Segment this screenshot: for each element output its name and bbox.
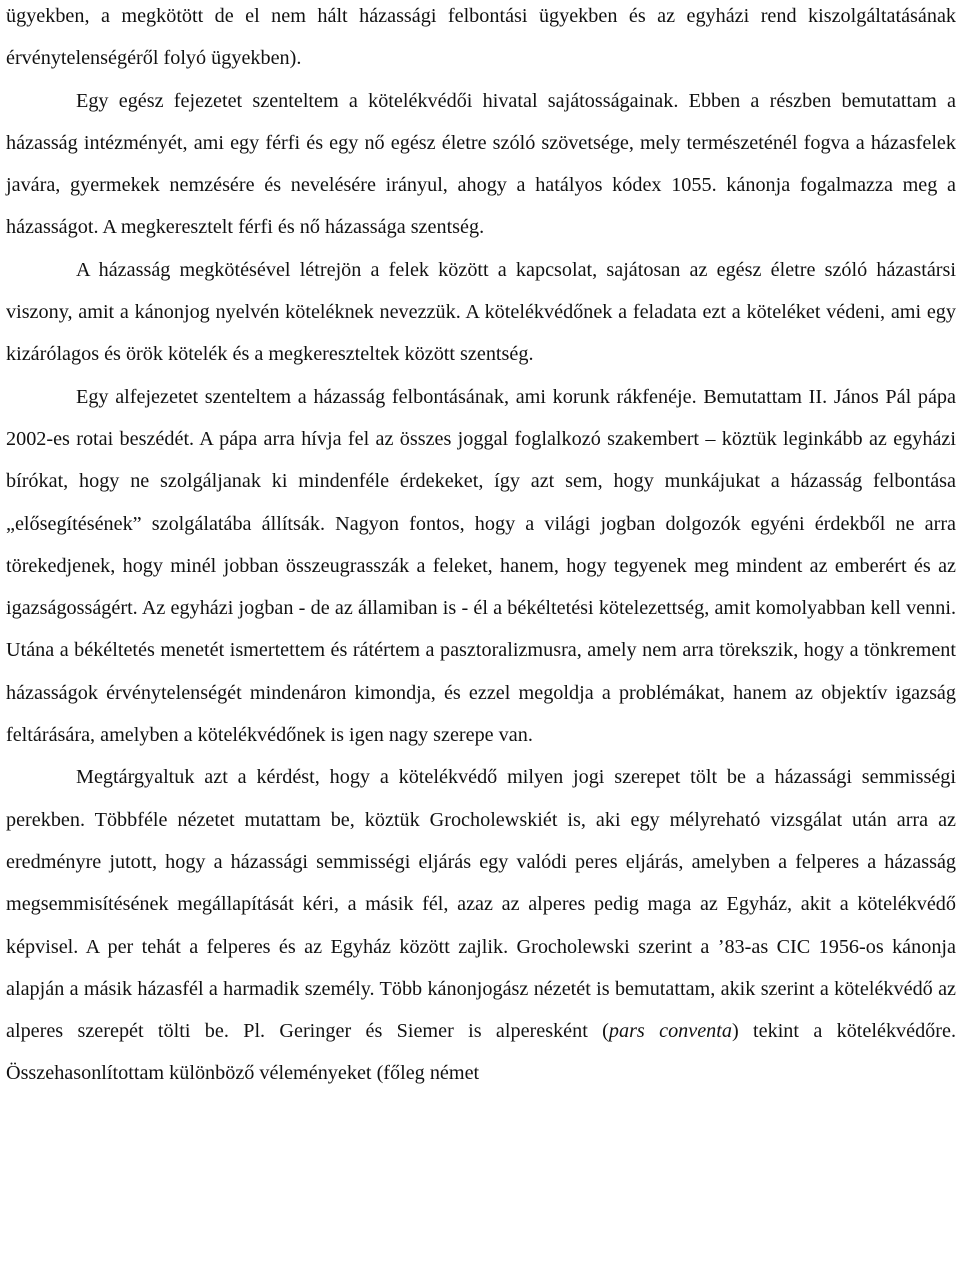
paragraph-5 bbox=[6, 756, 956, 1094]
document-page bbox=[6, 0, 956, 1095]
paragraph-2: Egy egész fejezetet szenteltem a kötelékvédői hivatal sajátosságainak. Ebben a részben bemutattam a házasság intézményét, ami egy férfi és egy nő egész életre szóló szövetsége, mely természeténél fogva a házasfelek javára, gyermekek nemzésére és nevelésére irányul, ahogy a hatályos kódex 1055. kánonja fogalmazza meg a házasságot. A megkeresztelt férfi és nő házassága szentség. bbox=[6, 89, 956, 239]
paragraph-5-text-start: Megtárgyaltuk azt a kérdést, hogy a kötelékvédő milyen jogi szerepet tölt be a házassági semmisségi perekben. Többféle nézetet mutattam be, köztük Grocholewskiét is, aki egy mélyreható vizsgálat után arra az eredményre jutott, hogy a házassági semmisségi eljárás egy valódi peres eljárás, amelyben a felperes a házasság megsemmisítésének megállapítását kéri, a másik fél, azaz az alperes pedig maga az Egyház, akit a kötelékvédő képvisel. A per tehát a felperes és az Egyház között zajlik. Grocholewski szerint a ’83-as CIC 1956-os kánonja alapján a másik házasfél a harmadik személy. Több kánonjogász nézetét is bemutattam, akik szerint a kötelékvédő az alperes szerepét tölti be. Pl. Geringer és Siemer is alperesként ( bbox=[6, 766, 956, 1043]
latin-term-italic: pars conventa bbox=[608, 1020, 732, 1043]
paragraph-1: ügyekben, a megkötött de el nem hált házassági felbontási ügyekben és az egyházi rend kiszolgáltatásának érvénytelenségéről folyó ügyekben). bbox=[6, 5, 956, 70]
paragraph-3: A házasság megkötésével létrejön a felek között a kapcsolat, sajátosan az egész életre szóló házastársi viszony, amit a kánonjog nyelvén köteléknek nevezzük. A kötelékvédőnek a feladata ezt a köteléket védeni, ami egy kizárólagos és örök kötelék és a megkereszteltek között szentség. bbox=[6, 258, 956, 366]
paragraph-4: Egy alfejezetet szenteltem a házasság felbontásának, ami korunk rákfenéje. Bemutattam II. János Pál pápa 2002-es rotai beszédét. A pápa arra hívja fel az összes joggal foglalkozó szakembert – köztük leginkább az egyházi bírókat, hogy ne szolgáljanak ki mindenféle érdekeket, így azt sem, hogy munkájukat a házasság felbontása „elősegítésének” szolgálatába állítsák. Nagyon fontos, hogy a világi jogban dolgozók egyéni érdekből ne arra törekedjenek, hogy minél jobban összeugrasszák a feleket, hanem, hogy tegyenek meg mindent az emberért és az igazságosságért. Az egyházi jogban - de az államiban is - él a békéltetési kötelezettség, amit komolyabban kell venni. Utána a békéltetés menetét ismertettem és rátértem a pasztoralizmusra, amely nem arra törekszik, hogy a tönkrement házasságok érvénytelenségét mindenáron kimondja, és ezzel megoldja a problémákat, hanem az objektív igazság feltárására, amelyben a kötelékvédőnek is igen nagy szerepe van. bbox=[6, 385, 956, 747]
paragraph-5-text-end: ) tekint a kötelékvédőre. Összehasonlítottam különböző véleményeket (főleg német bbox=[6, 1020, 957, 1085]
